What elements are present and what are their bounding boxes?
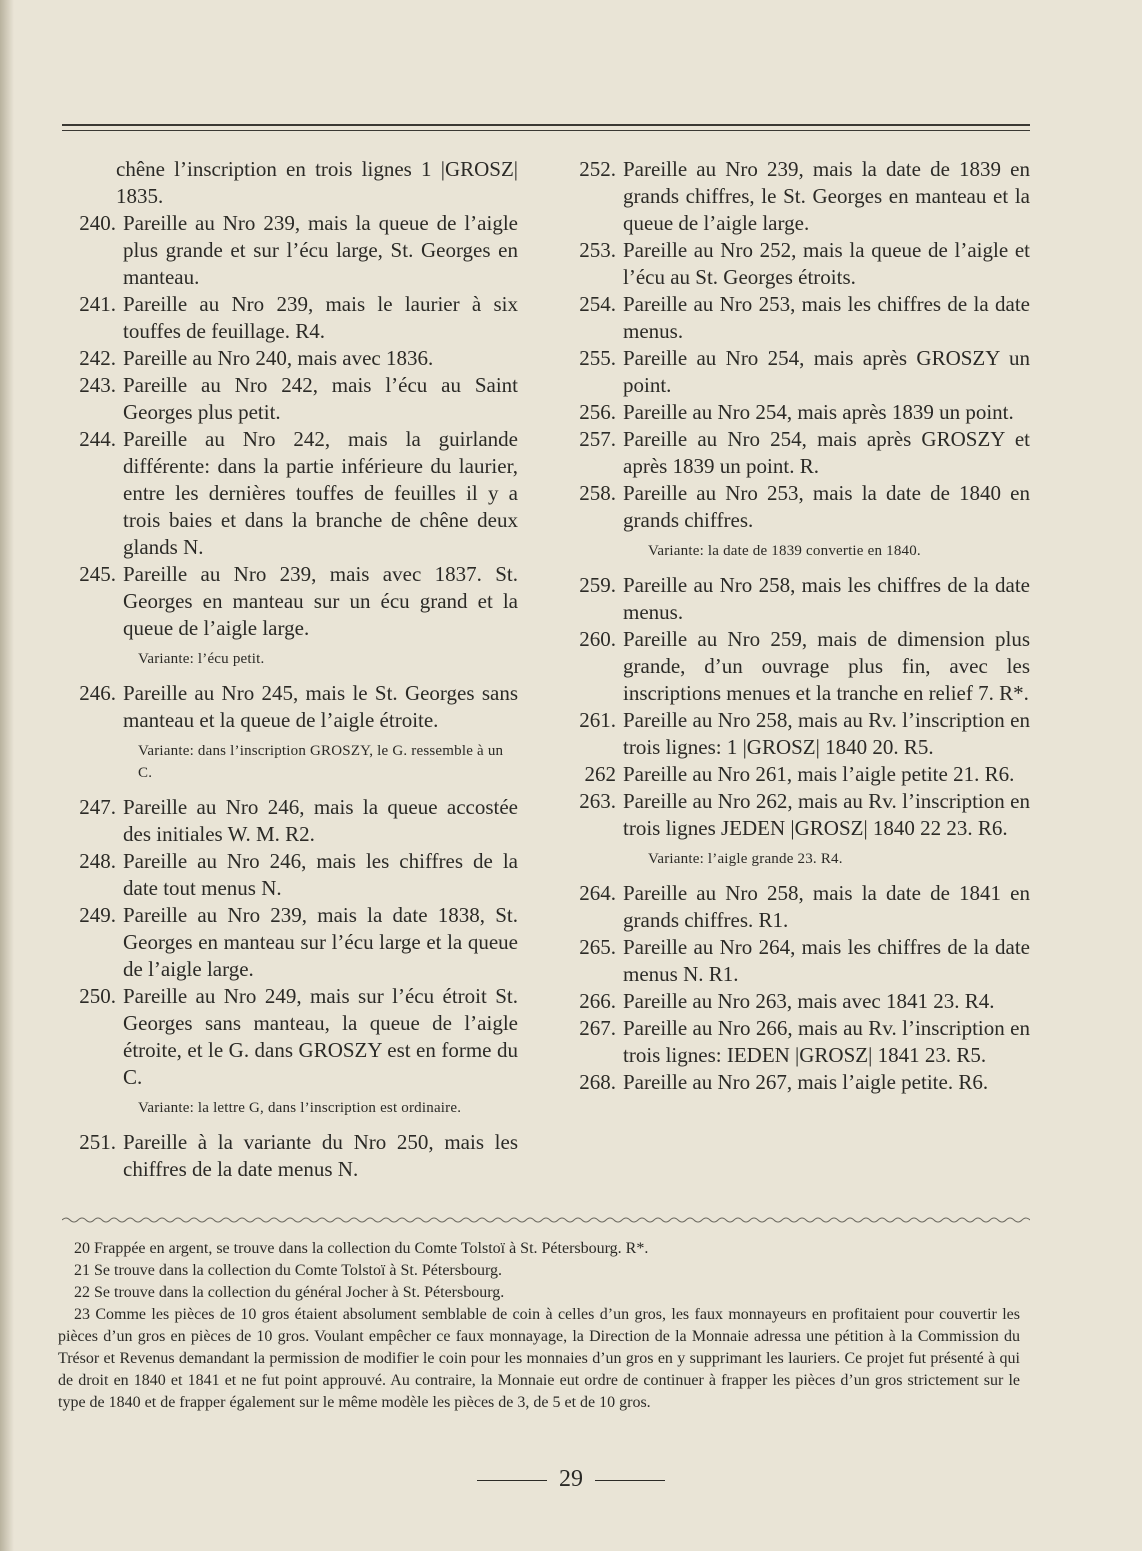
- entry-number: 244.: [79, 427, 116, 451]
- catalog-entry: [562, 426, 1030, 480]
- catalog-entry: [562, 880, 1030, 934]
- entry-number: 263.: [579, 789, 616, 813]
- catalog-entry: [562, 788, 1030, 842]
- page-number-block: [0, 1466, 1142, 1493]
- entry-continuation: chêne l’inscription en trois lignes 1 |GROSZ| 1835.: [116, 157, 518, 208]
- entry-text: Pareille au Nro 254, mais après 1839 un point.: [623, 400, 1014, 424]
- entry-number: 243.: [79, 373, 116, 397]
- header-rule-thin: [62, 130, 1030, 131]
- entry-text: Pareille au Nro 245, mais le St. Georges sans manteau et la queue de l’aigle étroite.: [123, 681, 518, 732]
- catalog-entry: [562, 707, 1030, 761]
- entry-number: 256.: [579, 400, 616, 424]
- entry-number: 241.: [79, 292, 116, 316]
- entry-number: 267.: [579, 1016, 616, 1040]
- catalog-entry: [562, 399, 1030, 426]
- catalog-entry: [62, 372, 518, 426]
- catalog-entry: [562, 1015, 1030, 1069]
- entry-number: 258.: [579, 481, 616, 505]
- entry-text: Pareille au Nro 249, mais sur l’écu étroit St. Georges sans manteau, la queue de l’aigle étroite, et le G. dans GROSZY est en forme du C.: [123, 984, 518, 1089]
- entry-number: 268.: [579, 1070, 616, 1094]
- entry-text: Pareille au Nro 264, mais les chiffres de la date menus N. R1.: [623, 935, 1030, 986]
- entry-text: Pareille au Nro 259, mais de dimension plus grande, d’un ouvrage plus fin, avec les inscriptions menues et la tranche en relief 7. R*.: [623, 627, 1030, 705]
- entry-text: Pareille au Nro 263, mais avec 1841 23. R4.: [623, 989, 995, 1013]
- entry-text: Pareille au Nro 239, mais la date 1838, St. Georges en manteau sur l’écu large et la queue de l’aigle large.: [123, 903, 518, 981]
- entry-number: 242.: [79, 346, 116, 370]
- footnote: 22 Se trouve dans la collection du général Jocher à St. Pétersbourg.: [74, 1284, 505, 1301]
- entry-text: Pareille au Nro 261, mais l’aigle petite 21. R6.: [623, 762, 1015, 786]
- catalog-entry: [62, 794, 518, 848]
- entry-text: Pareille au Nro 262, mais au Rv. l’inscription en trois lignes JEDEN |GROSZ| 1840 22 23. R6.: [623, 789, 1030, 840]
- entry-number: 255.: [579, 346, 616, 370]
- entry-number: 246.: [79, 681, 116, 705]
- entry-text: Pareille au Nro 239, mais avec 1837. St. Georges en manteau sur un écu grand et la queue de l’aigle large.: [123, 562, 518, 640]
- entry-text: Pareille au Nro 253, mais les chiffres de la date menus.: [623, 292, 1030, 343]
- catalog-entry: [62, 210, 518, 291]
- entry-text: Pareille au Nro 239, mais la date de 1839 en grands chiffres, le St. Georges en manteau et la queue de l’aigle large.: [623, 157, 1030, 235]
- entry-number: 249.: [79, 903, 116, 927]
- catalog-entry: [62, 561, 518, 642]
- variant-note: Variante: l’écu petit.: [138, 651, 265, 667]
- entry-number: 252.: [579, 157, 616, 181]
- variant-note: Variante: la date de 1839 convertie en 1840.: [648, 543, 921, 559]
- entry-number: 245.: [79, 562, 116, 586]
- catalog-entry: [62, 426, 518, 561]
- catalog-entry: [62, 291, 518, 345]
- entry-number: 251.: [79, 1130, 116, 1154]
- catalog-entry: [62, 345, 518, 372]
- catalog-entry: [62, 983, 518, 1091]
- entry-number: 259.: [579, 573, 616, 597]
- catalog-entry: [562, 480, 1030, 534]
- entry-text: Pareille au Nro 258, mais les chiffres de la date menus.: [623, 573, 1030, 624]
- entry-text: Pareille au Nro 240, mais avec 1836.: [123, 346, 434, 370]
- entry-number: 262: [584, 762, 616, 786]
- entry-text: Pareille au Nro 239, mais le laurier à six touffes de feuillage. R4.: [123, 292, 518, 343]
- variant-note: Variante: dans l’inscription GROSZY, le G. ressemble à un C.: [138, 743, 504, 781]
- right-column: [562, 156, 1030, 1096]
- entry-text: Pareille au Nro 258, mais la date de 1841 en grands chiffres. R1.: [623, 881, 1030, 932]
- catalog-entry: [562, 156, 1030, 237]
- entry-text: Pareille au Nro 242, mais la guirlande différente: dans la partie inférieure du laurier, entre les dernières touffes de feuilles il y a trois baies et dans la branche de chêne deux glands N.: [123, 427, 518, 559]
- entry-number: 265.: [579, 935, 616, 959]
- book-spine-shadow: [0, 0, 14, 1551]
- catalog-entry: [562, 934, 1030, 988]
- entry-number: 266.: [579, 989, 616, 1013]
- header-rule: [62, 124, 1030, 126]
- footnote: 23 Comme les pièces de 10 gros étaient absolument semblable de coin à celles d’un gros, les faux monnayeurs en profitaient pour couvertir les pièces d’un gros en pièces de 10 gros. Voulant empêcher ce faux monnayage, la Direction de la Monnaie adressa une pétition à la Commission du Trésor et Revenus demandant la permission de modifier le coin pour les monnaies d’un gros en y supprimant les lauriers. Ce projet fut présenté à qui de droit en 1840 et 1841 et ne fut point approuvé. Au contraire, la Monnaie eut ordre de continuer à frapper les pièces d’un gros strictement sur le type de 1840 et de frapper également sur le même modèle les pièces de 3, de 5 et de 10 gros.: [58, 1306, 1020, 1411]
- footnote: 20 Frappée en argent, se trouve dans la collection du Comte Tolstoï à St. Pétersbourg. R*.: [74, 1240, 649, 1257]
- entry-number: 254.: [579, 292, 616, 316]
- entry-text: Pareille au Nro 254, mais après GROSZY un point.: [623, 346, 1030, 397]
- entry-text: Pareille au Nro 266, mais au Rv. l’inscription en trois lignes: IEDEN |GROSZ| 1841 23. R5.: [623, 1016, 1030, 1067]
- entry-text: Pareille au Nro 242, mais l’écu au Saint Georges plus petit.: [123, 373, 518, 424]
- entry-number: 257.: [579, 427, 616, 451]
- entry-number: 248.: [79, 849, 116, 873]
- footnotes: [58, 1238, 1020, 1414]
- entry-text: Pareille au Nro 258, mais au Rv. l’inscription en trois lignes: 1 |GROSZ| 1840 20. R5.: [623, 708, 1030, 759]
- entry-text: Pareille au Nro 254, mais après GROSZY et après 1839 un point. R.: [623, 427, 1030, 478]
- page-number-dash: [477, 1480, 547, 1481]
- page-number-dash: [595, 1480, 665, 1481]
- entry-number: 247.: [79, 795, 116, 819]
- catalog-entry: [562, 291, 1030, 345]
- catalog-entry: [62, 1129, 518, 1183]
- catalog-entry: [562, 1069, 1030, 1096]
- catalog-entry: [562, 237, 1030, 291]
- entry-number: 260.: [579, 627, 616, 651]
- entry-text: Pareille au Nro 246, mais les chiffres de la date tout menus N.: [123, 849, 518, 900]
- entry-number: 261.: [579, 708, 616, 732]
- entry-number: 253.: [579, 238, 616, 262]
- footnote-separator: [62, 1216, 1030, 1224]
- catalog-entry: [62, 902, 518, 983]
- catalog-entry: [562, 626, 1030, 707]
- left-column: [62, 156, 518, 1183]
- catalog-entry: [562, 345, 1030, 399]
- entry-text: Pareille au Nro 253, mais la date de 1840 en grands chiffres.: [623, 481, 1030, 532]
- entry-text: Pareille au Nro 252, mais la queue de l’aigle et l’écu au St. Georges étroits.: [623, 238, 1030, 289]
- catalog-entry: [562, 761, 1030, 788]
- footnote: 21 Se trouve dans la collection du Comte Tolstoï à St. Pétersbourg.: [74, 1262, 503, 1279]
- entry-text: Pareille au Nro 267, mais l’aigle petite. R6.: [623, 1070, 989, 1094]
- variant-note: Variante: l’aigle grande 23. R4.: [648, 851, 843, 867]
- entry-text: Pareille à la variante du Nro 250, mais les chiffres de la date menus N.: [123, 1130, 518, 1181]
- page-number: 29: [559, 1466, 583, 1492]
- variant-note: Variante: la lettre G, dans l’inscription est ordinaire.: [138, 1100, 462, 1116]
- entry-number: 240.: [79, 211, 116, 235]
- catalog-entry: [62, 848, 518, 902]
- entry-text: Pareille au Nro 246, mais la queue accostée des initiales W. M. R2.: [123, 795, 518, 846]
- catalog-entry: [62, 680, 518, 734]
- entry-number: 250.: [79, 984, 116, 1008]
- catalog-entry: [562, 572, 1030, 626]
- entry-text: Pareille au Nro 239, mais la queue de l’aigle plus grande et sur l’écu large, St. Georges en manteau.: [123, 211, 518, 289]
- catalog-entry: [562, 988, 1030, 1015]
- entry-number: 264.: [579, 881, 616, 905]
